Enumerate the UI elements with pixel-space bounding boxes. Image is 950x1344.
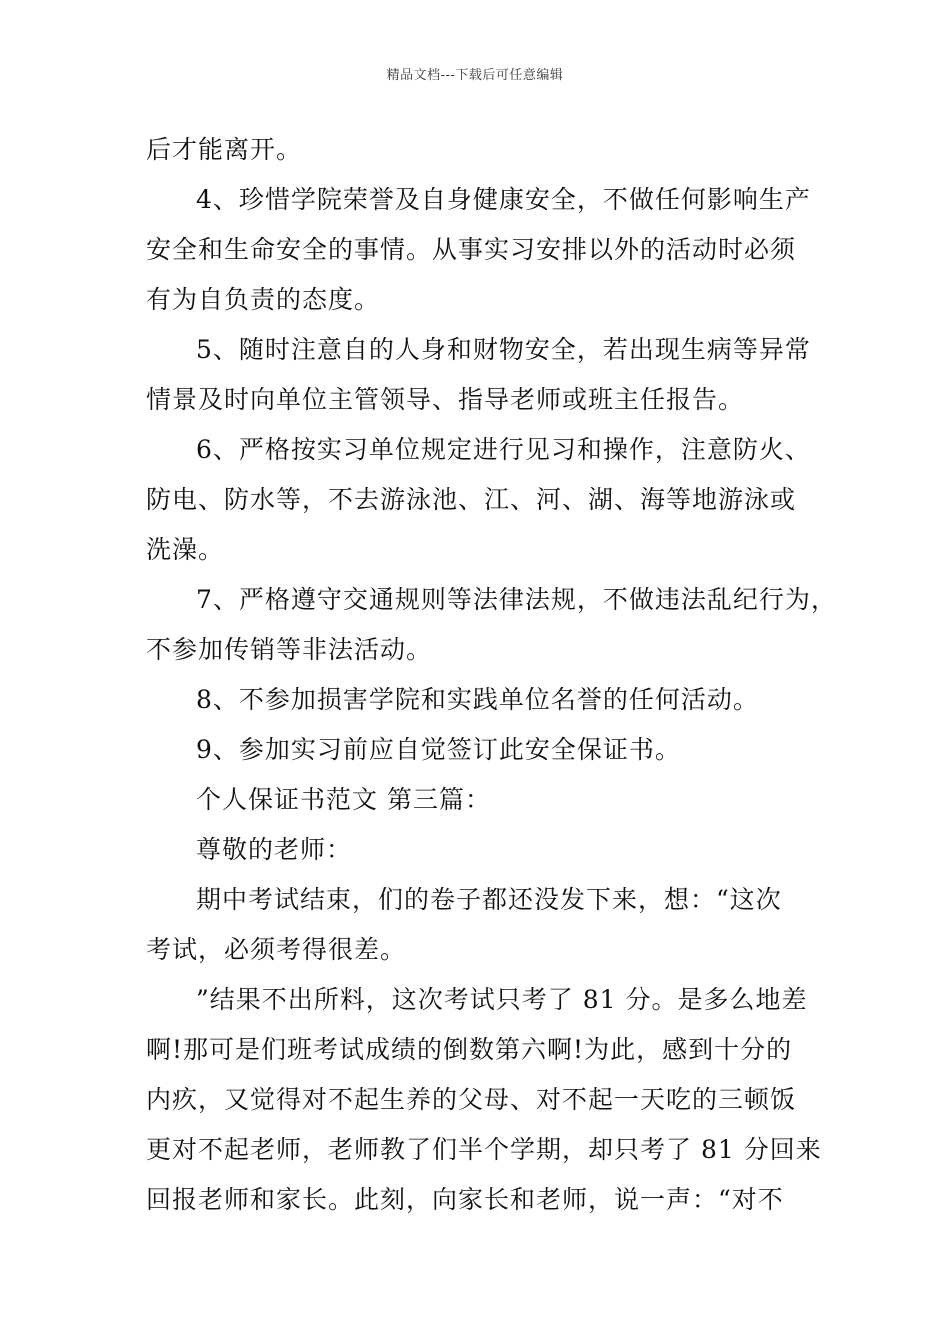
text-line: 回报老师和家长。此刻，向家长和老师，说一声：“对不 (146, 1185, 784, 1214)
text-line: 5、随时注意自的人身和财物安全，若出现生病等异常 (196, 335, 811, 364)
text-line: 7、严格遵守交通规则等法律法规，不做违法乱纪行为， (196, 585, 837, 614)
page-header: 精品文档---下载后可任意编辑 (386, 68, 564, 83)
text-line: 期中考试结束，们的卷子都还没发下来，想：“这次 (196, 885, 782, 914)
text-line: 更对不起老师，老师教了们半个学期，却只考了 81 分回来 (146, 1135, 822, 1164)
text-line: 6、严格按实习单位规定进行见习和操作，注意防火、 (196, 435, 811, 464)
text-line: 有为自负责的态度。 (146, 285, 381, 314)
text-line: 4、珍惜学院荣誉及自身健康安全，不做任何影响生产 (196, 185, 811, 214)
text-line: 考试，必须考得很差。 (146, 935, 407, 964)
text-line: 洗澡。 (146, 535, 225, 564)
text-line: 后才能离开。 (146, 135, 303, 164)
text-line: 8、不参加损害学院和实践单位名誉的任何活动。 (196, 685, 759, 714)
text-line: 啊!那可是们班考试成绩的倒数第六啊!为此，感到十分的 (146, 1035, 793, 1064)
salutation: 尊敬的老师： (196, 835, 353, 864)
text-line: 情景及时向单位主管领导、指导老师或班主任报告。 (146, 385, 745, 414)
text-line: 安全和生命安全的事情。从事实习安排以外的活动时必须 (146, 235, 797, 264)
section-heading: 个人保证书范文 第三篇： (196, 785, 491, 814)
text-line: ”结果不出所料，这次考试只考了 81 分。是多么地差 (196, 985, 808, 1014)
text-line: 9、参加实习前应自觉签订此安全保证书。 (196, 735, 681, 764)
text-line: 不参加传销等非法活动。 (146, 635, 433, 664)
text-line: 内疚，又觉得对不起生养的父母、对不起一天吃的三顿饭 (146, 1085, 797, 1114)
text-line: 防电、防水等，不去游泳池、江、河、湖、海等地游泳或 (146, 485, 797, 514)
